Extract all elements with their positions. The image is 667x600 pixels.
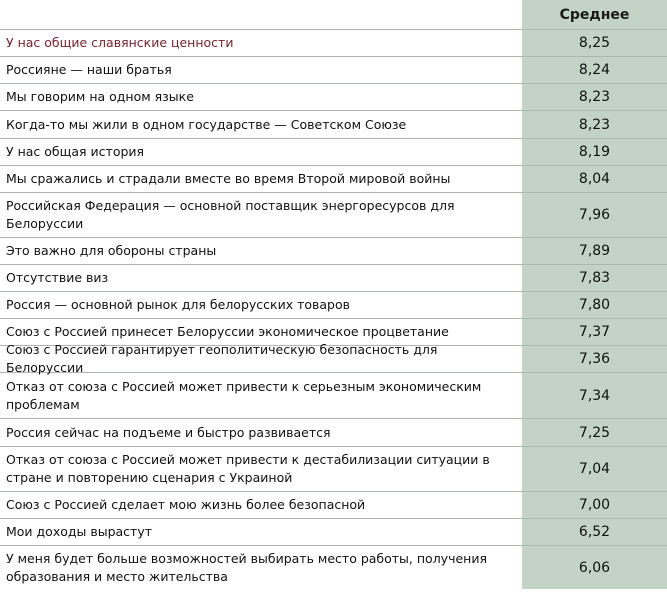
row-label: Когда-то мы жили в одном государстве — Советском Союзе	[6, 116, 407, 132]
row-value: 8,25	[522, 30, 667, 56]
row-label: Это важно для обороны страны	[6, 243, 217, 258]
row-label: Российская Федерация — основной поставщик энергоресурсов для Белоруссии	[6, 198, 455, 231]
table-row	[0, 419, 667, 447]
row-value: 7,96	[522, 193, 667, 237]
row-value: 8,24	[522, 57, 667, 83]
row-value: 7,37	[522, 319, 667, 345]
row-label: Россия сейчас на подъеме и быстро развивается	[6, 424, 331, 440]
table-header	[0, 0, 667, 30]
table-row	[0, 292, 667, 319]
row-value: 7,04	[522, 447, 667, 491]
row-value: 7,89	[522, 238, 667, 264]
table-row	[0, 166, 667, 193]
table-row	[0, 111, 667, 139]
row-label: У меня будет больше возможностей выбирать место работы, получения образования и место жительства	[6, 550, 487, 584]
table-row	[0, 492, 667, 519]
header-label-cell	[0, 0, 522, 29]
row-label: Союз с Россией принесет Белоруссии экономическое процветание	[6, 324, 449, 339]
table-row	[0, 447, 667, 492]
table-row	[0, 546, 667, 589]
row-value: 7,00	[522, 492, 667, 518]
header-value-cell: Среднее	[522, 0, 667, 29]
table-row	[0, 84, 667, 111]
row-label: Мы говорим на одном языке	[6, 89, 194, 104]
row-value: 7,34	[522, 373, 667, 418]
table-row	[0, 265, 667, 292]
row-label: У нас общие славянские ценности	[6, 35, 234, 50]
row-value: 8,23	[522, 84, 667, 110]
row-label: Союз с Россией сделает мою жизнь более безопасной	[6, 497, 366, 512]
row-label: Мои доходы вырастут	[6, 524, 153, 539]
table-row	[0, 373, 667, 419]
row-label: Мы сражались и страдали вместе во время Второй мировой войны	[6, 171, 451, 186]
row-value: 8,04	[522, 166, 667, 192]
row-label: Отказ от союза с Россией может привести к серьезным экономическим проблемам	[6, 378, 482, 412]
row-label: Отказ от союза с Россией может привести к дестабилизации ситуации в стране и повторению сценария с Украиной	[6, 452, 490, 485]
row-label: Отсутствие виз	[6, 270, 109, 285]
row-value: 8,19	[522, 139, 667, 165]
row-value: 7,36	[522, 346, 667, 372]
row-value: 6,06	[522, 546, 667, 589]
table-row	[0, 139, 667, 166]
row-label: Россияне — наши братья	[6, 62, 172, 77]
row-value: 8,23	[522, 111, 667, 138]
row-value: 6,52	[522, 519, 667, 545]
table-row	[0, 193, 667, 238]
row-value: 7,25	[522, 419, 667, 446]
row-label: Союз с Россией гарантирует геополитическую безопасность для Белоруссии	[6, 342, 438, 375]
table-row	[0, 342, 667, 375]
row-value: 7,83	[522, 265, 667, 291]
table-row	[0, 30, 667, 57]
row-label: Россия — основной рынок для белорусских товаров	[6, 297, 350, 312]
table-row	[0, 238, 667, 265]
row-label: У нас общая история	[6, 144, 145, 159]
table-row	[0, 57, 667, 84]
table-row	[0, 519, 667, 546]
row-value: 7,80	[522, 292, 667, 318]
